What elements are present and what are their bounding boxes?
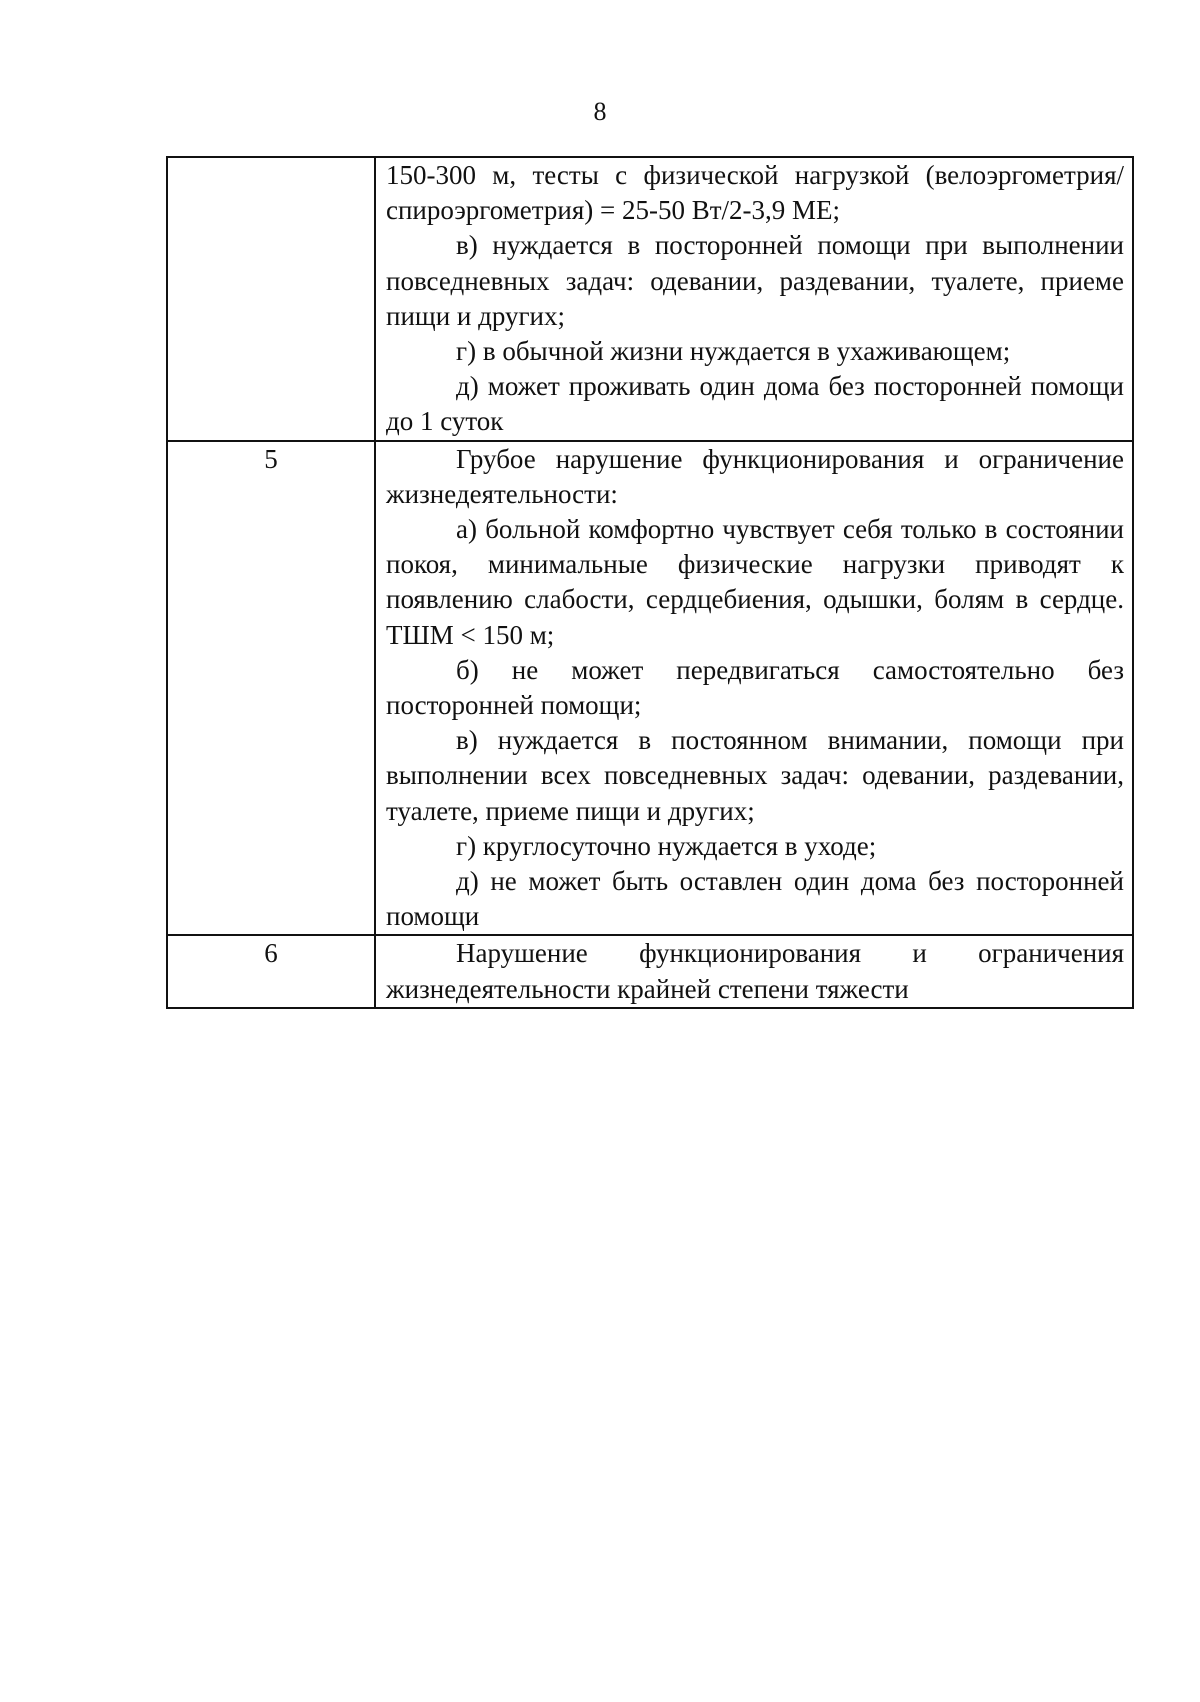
- paragraph: Нарушение функционирования и ограничения жизнедеятельности крайней степени тяжести: [386, 938, 1124, 1004]
- paragraph: 150-300 м, тесты с физической нагрузкой (велоэргометрия/спироэргометрия) = 25-50 Вт/2-3,9 МЕ;: [386, 160, 1124, 226]
- description-cell: [375, 157, 1133, 441]
- table-row: [167, 157, 1133, 441]
- paragraph: г) в обычной жизни нуждается в ухаживающем;: [456, 336, 1011, 367]
- paragraph: г) круглосуточно нуждается в уходе;: [456, 830, 877, 861]
- description-cell: [375, 935, 1133, 1007]
- grade-cell: 6: [167, 935, 375, 1007]
- severity-table: [166, 156, 1134, 1009]
- paragraph: в) нуждается в посторонней помощи при выполнении повседневных задач: одевании, раздевании, туалете, приеме пищи и других;: [386, 230, 1124, 331]
- paragraph: б) не может передвигаться самостоятельно без посторонней помощи;: [386, 654, 1124, 721]
- paragraph: а) больной комфортно чувствует себя только в состоянии покоя, минимальные физические нагрузки приводят к появлению слабости, сердцебиения, одышки, болям в сердце. ТШМ < 150 м;: [386, 514, 1124, 650]
- paragraph: Грубое нарушение функционирования и ограничение жизнедеятельности:: [386, 443, 1124, 509]
- paragraph: д) может проживать один дома без посторонней помощи до 1 суток: [386, 371, 1124, 437]
- table-row: [167, 935, 1133, 1007]
- table-row: [167, 441, 1133, 936]
- grade-cell: [167, 157, 375, 441]
- paragraph: в) нуждается в постоянном внимании, помощи при выполнении всех повседневных задач: одевании, раздевании, туалете, приеме пищи и других;: [386, 725, 1124, 826]
- description-cell: [375, 441, 1133, 936]
- grade-cell: 5: [167, 441, 375, 936]
- paragraph: д) не может быть оставлен один дома без посторонней помощи: [386, 866, 1124, 932]
- page-number: 8: [593, 97, 607, 126]
